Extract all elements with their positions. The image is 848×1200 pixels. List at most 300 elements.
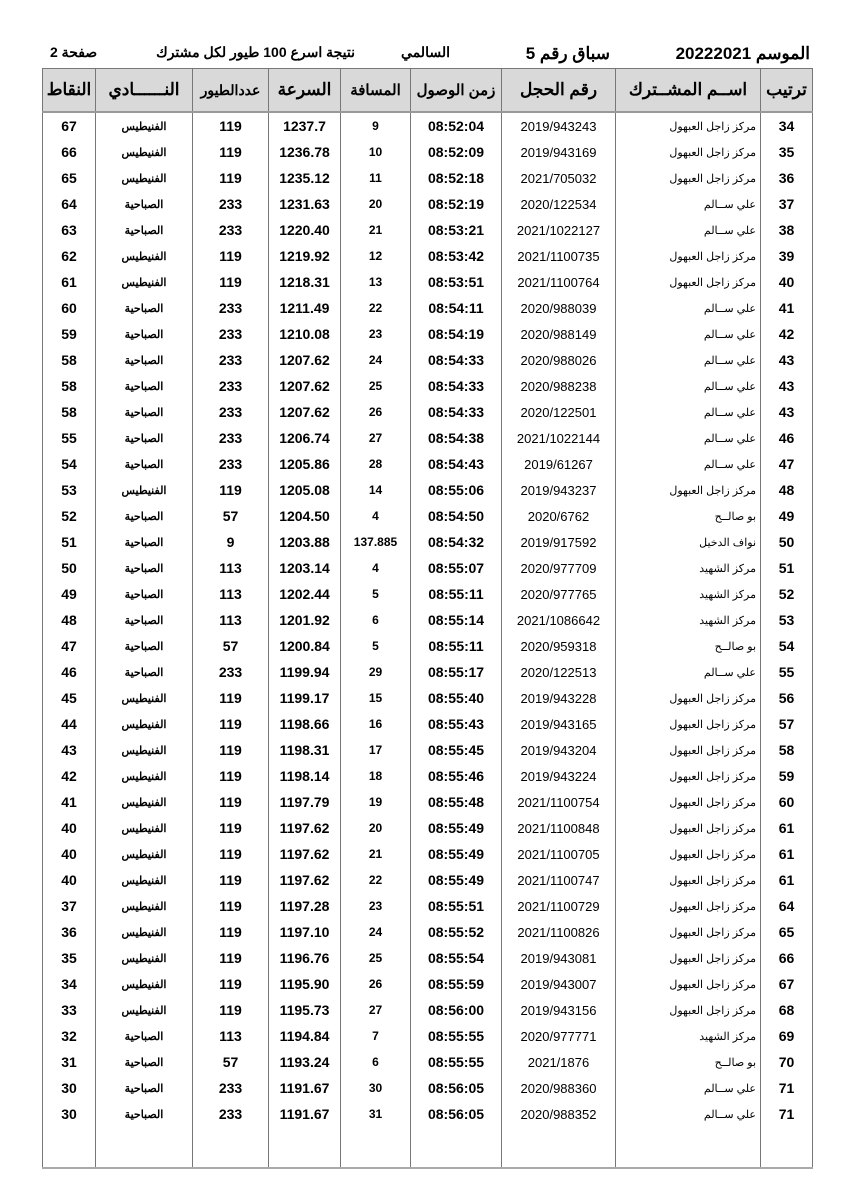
table-row: [43, 711, 813, 737]
cell-ring: 2020/6762: [502, 503, 616, 529]
cell-points: 47: [43, 633, 96, 659]
cell-ring: 2020/977771: [502, 1023, 616, 1049]
table-row: [43, 607, 813, 633]
cell-distance: 17: [341, 737, 411, 763]
cell-rank: 51: [761, 555, 813, 581]
results-table: [42, 68, 813, 1169]
cell-club: الصباحية: [96, 607, 193, 633]
cell-speed: 1199.94: [269, 659, 341, 685]
cell-ring: 2019/943224: [502, 763, 616, 789]
race-location: السالمي: [401, 44, 450, 60]
cell-points: 65: [43, 165, 96, 191]
cell-points: 45: [43, 685, 96, 711]
cell-club: الصباحية: [96, 1049, 193, 1075]
cell-speed: 1210.08: [269, 321, 341, 347]
cell-time: 08:55:55: [411, 1049, 502, 1075]
cell-rank: 58: [761, 737, 813, 763]
table-row: [43, 893, 813, 919]
cell-distance: 4: [341, 503, 411, 529]
cell-speed: 1220.40: [269, 217, 341, 243]
table-row: [43, 997, 813, 1023]
cell-club: الصباحية: [96, 1101, 193, 1127]
cell-ring: 2019/943169: [502, 139, 616, 165]
cell-club: الفنيطيس: [96, 867, 193, 893]
cell-ring: 2019/943204: [502, 737, 616, 763]
cell-speed: 1205.86: [269, 451, 341, 477]
cell-distance: 14: [341, 477, 411, 503]
cell-ring: 2019/943007: [502, 971, 616, 997]
cell-birds: 57: [193, 633, 269, 659]
cell-speed: 1205.08: [269, 477, 341, 503]
empty-cell: [193, 1127, 269, 1168]
cell-ring: 2021/1022144: [502, 425, 616, 451]
cell-ring: 2020/988039: [502, 295, 616, 321]
cell-rank: 48: [761, 477, 813, 503]
table-bottom-spacer: [43, 1127, 813, 1168]
cell-ring: 2019/943237: [502, 477, 616, 503]
cell-time: 08:54:50: [411, 503, 502, 529]
cell-birds: 119: [193, 919, 269, 945]
empty-cell: [43, 1127, 96, 1168]
cell-speed: 1197.79: [269, 789, 341, 815]
cell-time: 08:52:18: [411, 165, 502, 191]
cell-ring: 2021/1100764: [502, 269, 616, 295]
cell-name: مركز زاجل العبهول: [616, 737, 761, 763]
table-row: [43, 269, 813, 295]
cell-time: 08:54:33: [411, 399, 502, 425]
cell-time: 08:56:00: [411, 997, 502, 1023]
cell-rank: 52: [761, 581, 813, 607]
cell-distance: 20: [341, 815, 411, 841]
page-number: صفحة 2: [50, 44, 98, 60]
cell-rank: 56: [761, 685, 813, 711]
cell-birds: 119: [193, 269, 269, 295]
cell-speed: 1202.44: [269, 581, 341, 607]
cell-speed: 1191.67: [269, 1075, 341, 1101]
cell-speed: 1197.10: [269, 919, 341, 945]
cell-speed: 1197.62: [269, 867, 341, 893]
cell-distance: 23: [341, 893, 411, 919]
cell-birds: 119: [193, 893, 269, 919]
cell-distance: 13: [341, 269, 411, 295]
header-speed: السرعة: [269, 69, 341, 113]
cell-time: 08:54:32: [411, 529, 502, 555]
cell-speed: 1197.28: [269, 893, 341, 919]
cell-distance: 30: [341, 1075, 411, 1101]
cell-distance: 9: [341, 112, 411, 139]
cell-club: الصباحية: [96, 347, 193, 373]
cell-rank: 66: [761, 945, 813, 971]
cell-speed: 1199.17: [269, 685, 341, 711]
cell-speed: 1194.84: [269, 1023, 341, 1049]
cell-rank: 54: [761, 633, 813, 659]
table-row: [43, 763, 813, 789]
cell-ring: 2020/122501: [502, 399, 616, 425]
cell-time: 08:54:11: [411, 295, 502, 321]
cell-speed: 1231.63: [269, 191, 341, 217]
cell-birds: 233: [193, 425, 269, 451]
cell-rank: 61: [761, 841, 813, 867]
cell-time: 08:53:21: [411, 217, 502, 243]
cell-time: 08:55:54: [411, 945, 502, 971]
cell-time: 08:55:07: [411, 555, 502, 581]
cell-club: الصباحية: [96, 399, 193, 425]
cell-name: علي ســالم: [616, 321, 761, 347]
cell-ring: 2020/988149: [502, 321, 616, 347]
report-title: [50, 40, 810, 66]
cell-ring: 2021/1100735: [502, 243, 616, 269]
cell-name: علي ســالم: [616, 191, 761, 217]
cell-ring: 2020/122534: [502, 191, 616, 217]
cell-rank: 49: [761, 503, 813, 529]
cell-points: 53: [43, 477, 96, 503]
cell-points: 58: [43, 399, 96, 425]
cell-club: الفنيطيس: [96, 737, 193, 763]
cell-name: بو صالــح: [616, 633, 761, 659]
cell-distance: 21: [341, 217, 411, 243]
table-row: [43, 347, 813, 373]
header-participant-name: اســم المشــترك: [616, 69, 761, 113]
header-arrival-time: زمن الوصول: [411, 69, 502, 113]
cell-ring: 2021/1100754: [502, 789, 616, 815]
cell-points: 52: [43, 503, 96, 529]
cell-speed: 1235.12: [269, 165, 341, 191]
table-row: [43, 295, 813, 321]
empty-cell: [411, 1127, 502, 1168]
cell-rank: 46: [761, 425, 813, 451]
table-row: [43, 1023, 813, 1049]
cell-rank: 41: [761, 295, 813, 321]
cell-ring: 2021/1022127: [502, 217, 616, 243]
cell-birds: 119: [193, 243, 269, 269]
cell-club: الفنيطيس: [96, 763, 193, 789]
cell-club: الفنيطيس: [96, 789, 193, 815]
table-row: [43, 867, 813, 893]
cell-distance: 4: [341, 555, 411, 581]
cell-birds: 119: [193, 165, 269, 191]
cell-rank: 61: [761, 867, 813, 893]
cell-speed: 1207.62: [269, 373, 341, 399]
table-row: [43, 659, 813, 685]
cell-time: 08:55:51: [411, 893, 502, 919]
table-row: [43, 945, 813, 971]
cell-club: الفنيطيس: [96, 971, 193, 997]
cell-points: 37: [43, 893, 96, 919]
cell-name: مركز الشهيد: [616, 555, 761, 581]
cell-time: 08:55:48: [411, 789, 502, 815]
cell-ring: 2019/943165: [502, 711, 616, 737]
cell-time: 08:55:49: [411, 867, 502, 893]
cell-points: 42: [43, 763, 96, 789]
cell-time: 08:55:43: [411, 711, 502, 737]
cell-birds: 119: [193, 685, 269, 711]
cell-distance: 26: [341, 399, 411, 425]
table-row: [43, 373, 813, 399]
table-row: [43, 217, 813, 243]
cell-name: علي ســالم: [616, 1101, 761, 1127]
cell-ring: 2019/943228: [502, 685, 616, 711]
cell-birds: 119: [193, 477, 269, 503]
cell-birds: 119: [193, 139, 269, 165]
cell-speed: 1200.84: [269, 633, 341, 659]
cell-time: 08:54:43: [411, 451, 502, 477]
cell-name: مركز زاجل العبهول: [616, 685, 761, 711]
cell-birds: 119: [193, 945, 269, 971]
cell-time: 08:54:33: [411, 373, 502, 399]
table-row: [43, 139, 813, 165]
cell-birds: 119: [193, 815, 269, 841]
cell-birds: 119: [193, 112, 269, 139]
cell-speed: 1193.24: [269, 1049, 341, 1075]
cell-time: 08:56:05: [411, 1075, 502, 1101]
cell-speed: 1191.67: [269, 1101, 341, 1127]
cell-distance: 22: [341, 867, 411, 893]
table-row: [43, 165, 813, 191]
cell-rank: 34: [761, 112, 813, 139]
cell-name: مركز زاجل العبهول: [616, 971, 761, 997]
cell-distance: 29: [341, 659, 411, 685]
cell-club: الفنيطيس: [96, 269, 193, 295]
cell-birds: 113: [193, 555, 269, 581]
cell-birds: 113: [193, 607, 269, 633]
cell-club: الصباحية: [96, 555, 193, 581]
cell-distance: 26: [341, 971, 411, 997]
cell-name: علي ســالم: [616, 217, 761, 243]
cell-ring: 2019/943156: [502, 997, 616, 1023]
cell-time: 08:55:14: [411, 607, 502, 633]
cell-points: 51: [43, 529, 96, 555]
cell-points: 43: [43, 737, 96, 763]
cell-rank: 71: [761, 1101, 813, 1127]
cell-points: 55: [43, 425, 96, 451]
cell-ring: 2021/1100747: [502, 867, 616, 893]
cell-speed: 1236.78: [269, 139, 341, 165]
cell-distance: 137.885: [341, 529, 411, 555]
cell-time: 08:53:51: [411, 269, 502, 295]
empty-cell: [341, 1127, 411, 1168]
cell-name: مركز زاجل العبهول: [616, 815, 761, 841]
season-label: الموسم 20222021: [675, 44, 810, 63]
cell-rank: 53: [761, 607, 813, 633]
cell-name: مركز الشهيد: [616, 581, 761, 607]
cell-club: الصباحية: [96, 425, 193, 451]
cell-points: 60: [43, 295, 96, 321]
cell-time: 08:55:49: [411, 815, 502, 841]
table-row: [43, 451, 813, 477]
cell-rank: 43: [761, 347, 813, 373]
header-club: النــــــادي: [96, 69, 193, 113]
cell-speed: 1219.92: [269, 243, 341, 269]
cell-club: الصباحية: [96, 373, 193, 399]
cell-rank: 71: [761, 1075, 813, 1101]
empty-cell: [502, 1127, 616, 1168]
cell-distance: 11: [341, 165, 411, 191]
cell-points: 32: [43, 1023, 96, 1049]
cell-time: 08:53:42: [411, 243, 502, 269]
cell-ring: 2020/959318: [502, 633, 616, 659]
cell-rank: 70: [761, 1049, 813, 1075]
cell-club: الفنيطيس: [96, 139, 193, 165]
cell-speed: 1198.14: [269, 763, 341, 789]
cell-rank: 69: [761, 1023, 813, 1049]
cell-ring: 2021/1086642: [502, 607, 616, 633]
cell-birds: 119: [193, 841, 269, 867]
table-row: [43, 919, 813, 945]
table-row: [43, 1075, 813, 1101]
table-row: [43, 529, 813, 555]
cell-rank: 68: [761, 997, 813, 1023]
cell-points: 44: [43, 711, 96, 737]
empty-cell: [96, 1127, 193, 1168]
cell-name: بو صالــح: [616, 1049, 761, 1075]
cell-birds: 233: [193, 1101, 269, 1127]
cell-club: الفنيطيس: [96, 711, 193, 737]
cell-points: 35: [43, 945, 96, 971]
cell-ring: 2019/61267: [502, 451, 616, 477]
cell-birds: 233: [193, 1075, 269, 1101]
cell-distance: 24: [341, 347, 411, 373]
cell-club: الفنيطيس: [96, 165, 193, 191]
cell-distance: 21: [341, 841, 411, 867]
cell-ring: 2021/1100826: [502, 919, 616, 945]
cell-name: مركز زاجل العبهول: [616, 139, 761, 165]
cell-birds: 9: [193, 529, 269, 555]
cell-points: 30: [43, 1075, 96, 1101]
cell-birds: 233: [193, 217, 269, 243]
cell-speed: 1197.62: [269, 815, 341, 841]
cell-name: مركز زاجل العبهول: [616, 711, 761, 737]
cell-name: علي ســالم: [616, 347, 761, 373]
race-number: سباق رقم 5: [525, 44, 610, 63]
cell-points: 67: [43, 112, 96, 139]
cell-time: 08:54:33: [411, 347, 502, 373]
cell-club: الصباحية: [96, 633, 193, 659]
cell-distance: 27: [341, 997, 411, 1023]
cell-speed: 1198.66: [269, 711, 341, 737]
table-row: [43, 321, 813, 347]
cell-time: 08:54:19: [411, 321, 502, 347]
cell-name: مركز زاجل العبهول: [616, 789, 761, 815]
cell-name: مركز زاجل العبهول: [616, 763, 761, 789]
cell-rank: 65: [761, 919, 813, 945]
cell-distance: 18: [341, 763, 411, 789]
cell-speed: 1206.74: [269, 425, 341, 451]
cell-rank: 57: [761, 711, 813, 737]
cell-birds: 233: [193, 373, 269, 399]
cell-ring: 2021/1100848: [502, 815, 616, 841]
cell-rank: 36: [761, 165, 813, 191]
cell-ring: 2020/977765: [502, 581, 616, 607]
header-points: النقاط: [43, 69, 96, 113]
cell-ring: 2020/122513: [502, 659, 616, 685]
cell-name: بو صالــح: [616, 503, 761, 529]
cell-rank: 39: [761, 243, 813, 269]
cell-speed: 1196.76: [269, 945, 341, 971]
cell-name: مركز الشهيد: [616, 1023, 761, 1049]
cell-points: 48: [43, 607, 96, 633]
cell-name: مركز زاجل العبهول: [616, 165, 761, 191]
header-ring-number: رقم الحجل: [502, 69, 616, 113]
cell-points: 49: [43, 581, 96, 607]
cell-club: الفنيطيس: [96, 841, 193, 867]
cell-name: علي ســالم: [616, 659, 761, 685]
cell-club: الفنيطيس: [96, 919, 193, 945]
cell-time: 08:55:49: [411, 841, 502, 867]
cell-birds: 233: [193, 321, 269, 347]
cell-points: 58: [43, 347, 96, 373]
cell-name: مركز زاجل العبهول: [616, 269, 761, 295]
table-row: [43, 685, 813, 711]
table-row: [43, 789, 813, 815]
cell-distance: 24: [341, 919, 411, 945]
cell-ring: 2021/1100705: [502, 841, 616, 867]
cell-club: الصباحية: [96, 659, 193, 685]
cell-time: 08:52:19: [411, 191, 502, 217]
empty-cell: [269, 1127, 341, 1168]
cell-distance: 31: [341, 1101, 411, 1127]
cell-birds: 57: [193, 1049, 269, 1075]
cell-ring: 2021/1876: [502, 1049, 616, 1075]
cell-points: 54: [43, 451, 96, 477]
cell-points: 30: [43, 1101, 96, 1127]
cell-name: مركز زاجل العبهول: [616, 893, 761, 919]
cell-time: 08:54:38: [411, 425, 502, 451]
cell-points: 36: [43, 919, 96, 945]
cell-time: 08:55:06: [411, 477, 502, 503]
table-row: [43, 477, 813, 503]
result-description: نتيجة اسرع 100 طيور لكل مشترك: [156, 44, 355, 60]
cell-club: الفنيطيس: [96, 477, 193, 503]
cell-time: 08:55:45: [411, 737, 502, 763]
header-rank: ترتيب: [761, 69, 813, 113]
cell-rank: 50: [761, 529, 813, 555]
cell-name: مركز زاجل العبهول: [616, 945, 761, 971]
cell-ring: 2020/988238: [502, 373, 616, 399]
cell-ring: 2021/1100729: [502, 893, 616, 919]
cell-time: 08:55:11: [411, 581, 502, 607]
cell-name: مركز الشهيد: [616, 607, 761, 633]
cell-rank: 47: [761, 451, 813, 477]
cell-time: 08:52:09: [411, 139, 502, 165]
cell-speed: 1195.90: [269, 971, 341, 997]
cell-club: الصباحية: [96, 581, 193, 607]
cell-name: مركز زاجل العبهول: [616, 477, 761, 503]
cell-rank: 35: [761, 139, 813, 165]
cell-birds: 119: [193, 997, 269, 1023]
cell-distance: 6: [341, 607, 411, 633]
cell-speed: 1218.31: [269, 269, 341, 295]
cell-birds: 233: [193, 451, 269, 477]
cell-distance: 25: [341, 945, 411, 971]
cell-time: 08:55:40: [411, 685, 502, 711]
cell-club: الصباحية: [96, 191, 193, 217]
cell-club: الفنيطيس: [96, 893, 193, 919]
cell-name: علي ســالم: [616, 373, 761, 399]
cell-points: 31: [43, 1049, 96, 1075]
cell-points: 62: [43, 243, 96, 269]
cell-club: الصباحية: [96, 321, 193, 347]
cell-rank: 38: [761, 217, 813, 243]
cell-birds: 119: [193, 971, 269, 997]
cell-rank: 37: [761, 191, 813, 217]
cell-name: علي ســالم: [616, 425, 761, 451]
cell-club: الصباحية: [96, 1023, 193, 1049]
table-row: [43, 581, 813, 607]
cell-rank: 61: [761, 815, 813, 841]
cell-name: علي ســالم: [616, 399, 761, 425]
cell-name: مركز زاجل العبهول: [616, 112, 761, 139]
cell-distance: 16: [341, 711, 411, 737]
